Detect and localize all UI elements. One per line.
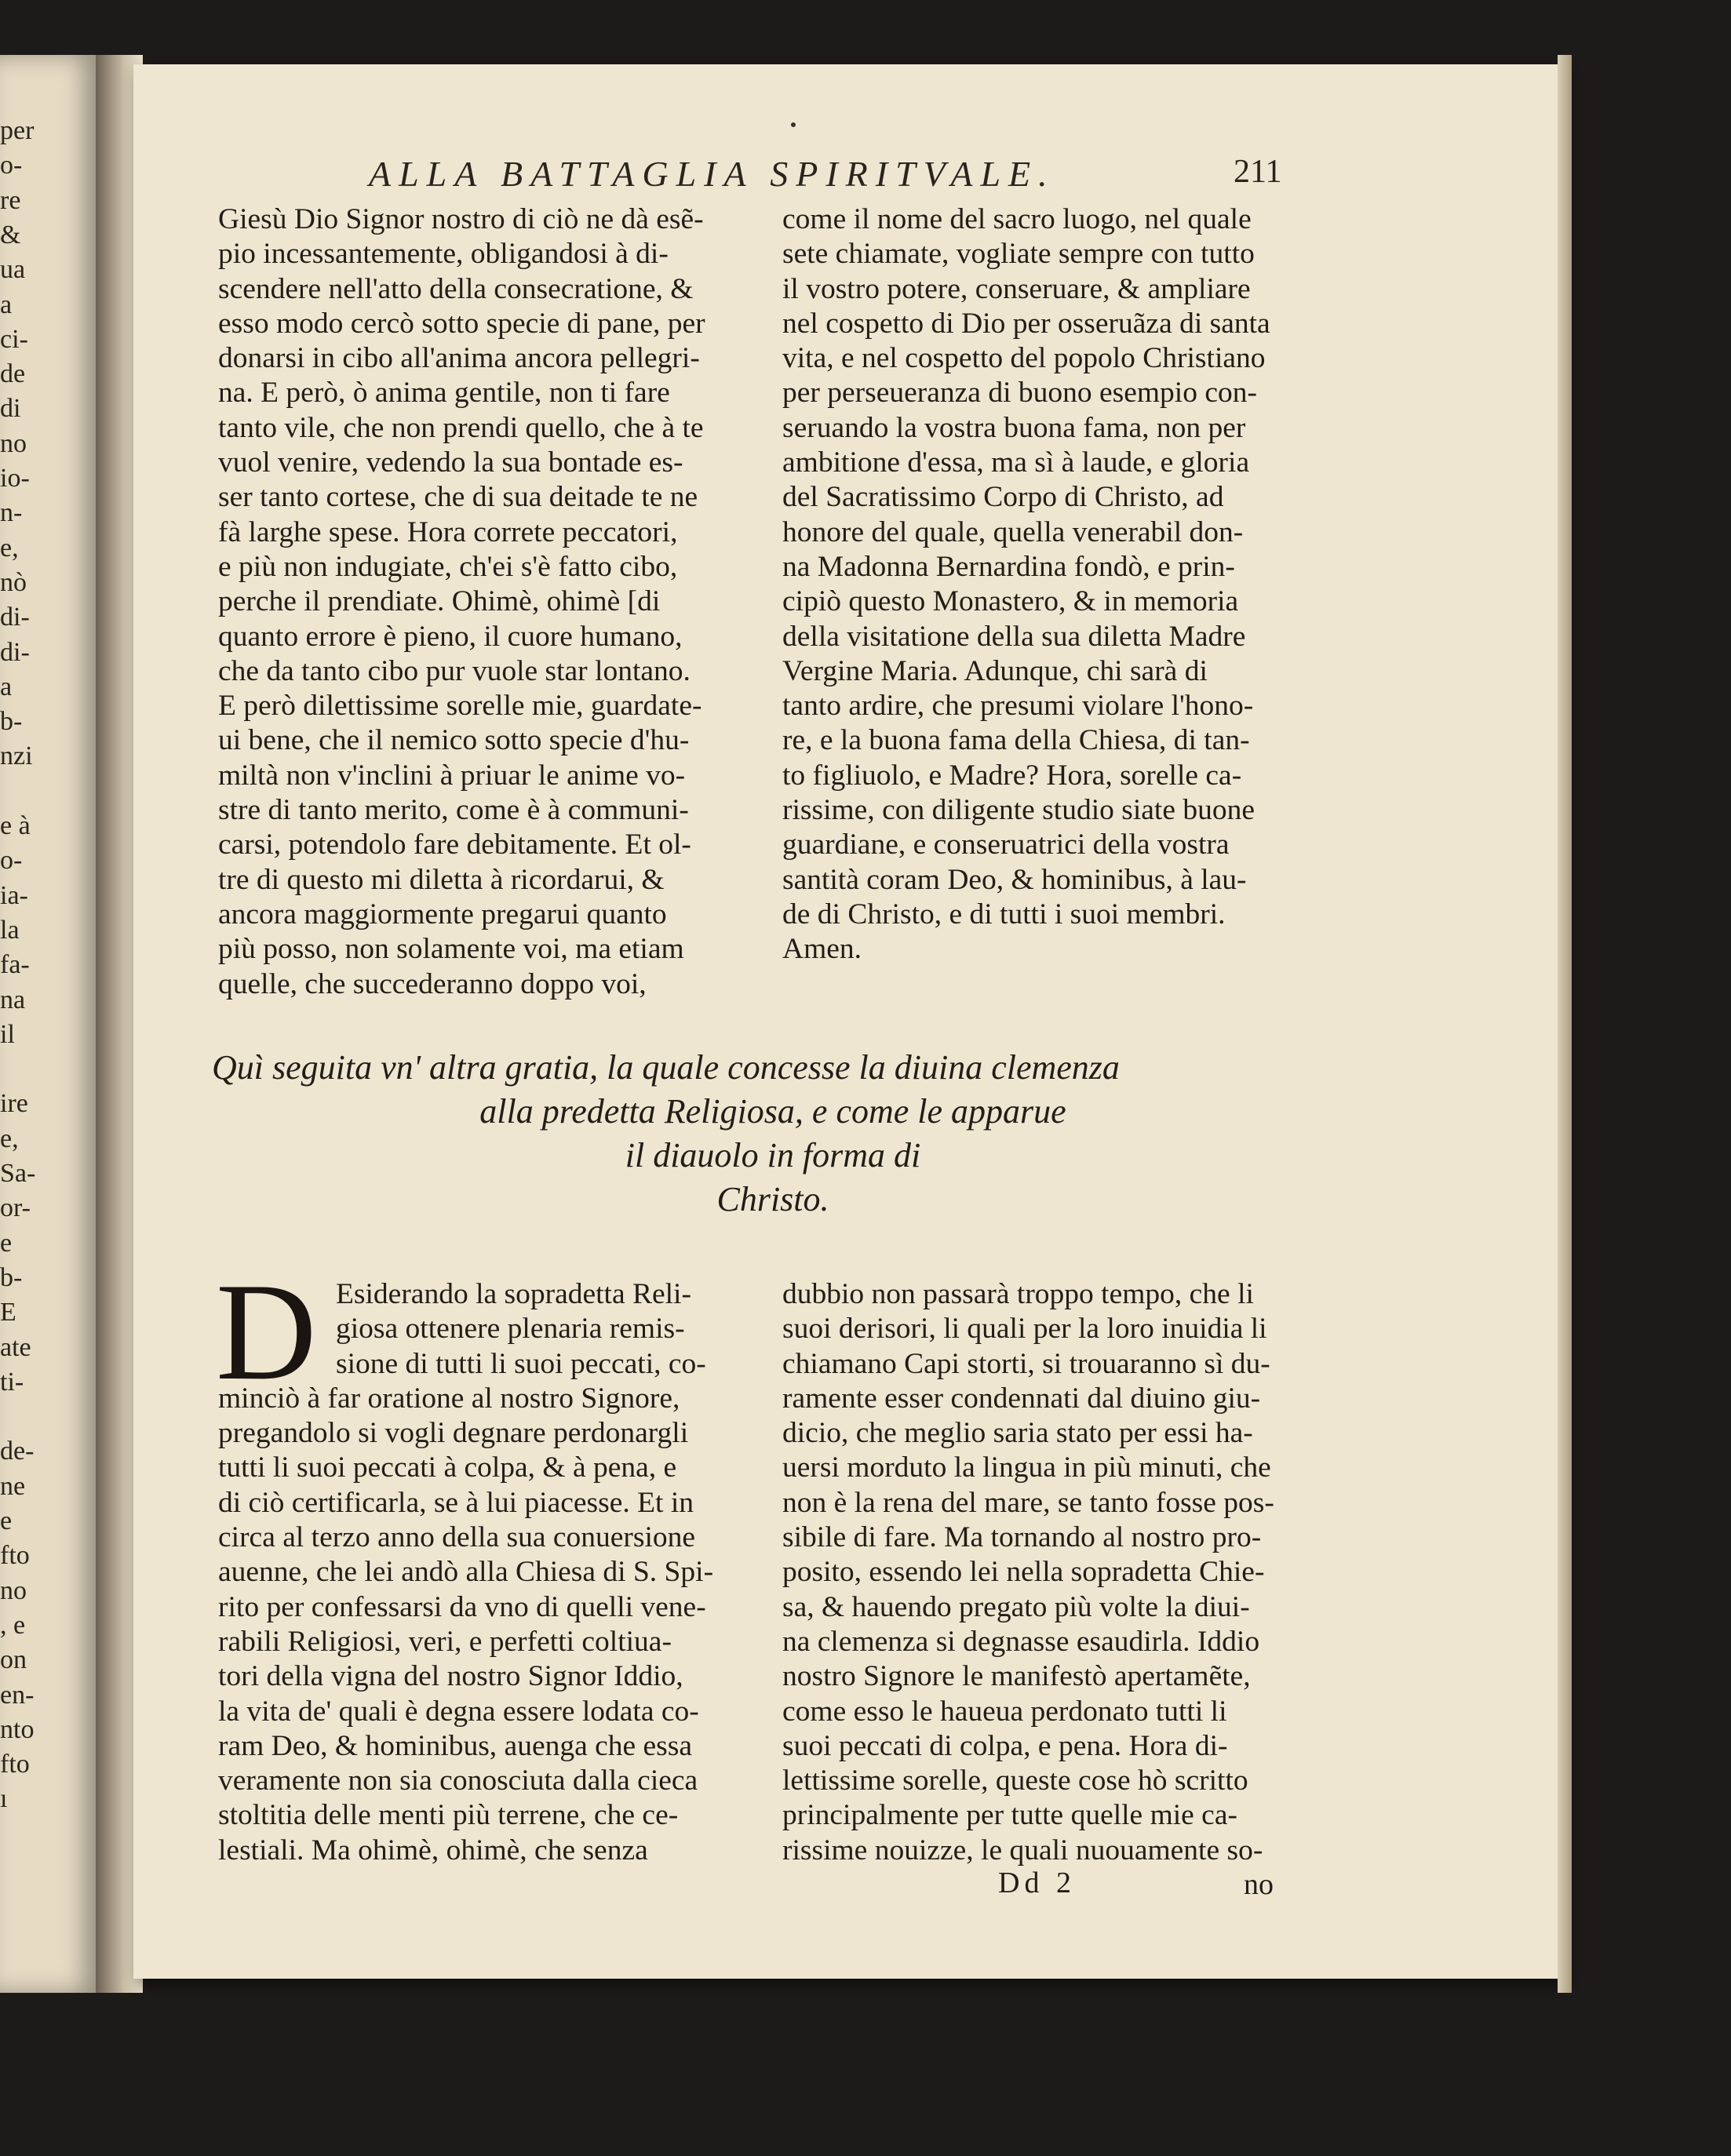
text-line: tutti li suoi peccati à colpa, & à pena, e [218, 1451, 677, 1484]
text-line: che da tanto cibo pur vuole star lontano. [218, 654, 691, 687]
left-page-fragment: no [0, 1575, 27, 1605]
upper-left-column [218, 202, 760, 1002]
left-page-fragment: n- [0, 498, 23, 528]
left-page-fragment: a [0, 290, 13, 319]
text-line: Vergine Maria. Adunque, chi sarà di [782, 654, 1208, 687]
left-page-fragment: ci- [0, 324, 28, 354]
signature-mark: Dd 2 [998, 1866, 1076, 1899]
text-line: chiamano Capi storti, si trouaranno sì du- [782, 1347, 1270, 1380]
text-line: e più non indugiate, ch'ei s'è fatto cibo, [218, 550, 678, 583]
left-page-fragment: ia- [0, 880, 28, 910]
left-page-fragment: & [0, 220, 21, 249]
left-page-fragment: , e [0, 1610, 26, 1640]
text-line: sione di tutti li suoi peccati, co- [336, 1347, 706, 1380]
left-page-fragment: de [0, 359, 26, 389]
left-page-fragment: b- [0, 707, 23, 737]
heading-line: Quì seguita vn' altra gratia, la quale concesse la diuina clemenza [212, 1048, 1120, 1087]
catchword: no [1244, 1868, 1274, 1901]
text-line: di ciò certificarla, se à lui piacesse. Et in [218, 1486, 694, 1519]
upper-right-column [782, 202, 1324, 967]
lower-right-column [782, 1277, 1324, 1868]
text-line: sete chiamate, vogliate sempre con tutto [782, 238, 1255, 271]
text-line: nel cospetto di Dio per osseruãza di santa [782, 307, 1270, 340]
left-page-fragment: E [0, 1298, 16, 1327]
left-page-fragment: nzi [0, 741, 33, 771]
left-page-fragment: Sa- [0, 1159, 36, 1188]
text-line: re, e la buona fama della Chiesa, di tan- [782, 724, 1250, 757]
text-line: miltà non v'inclini à priuar le anime vo- [218, 759, 686, 792]
text-line: circa al terzo anno della sua conuersione [218, 1521, 696, 1554]
text-line: ui bene, che il nemico sotto specie d'hu- [218, 724, 690, 757]
left-page-fragment: di- [0, 637, 30, 667]
left-page-fragment: en- [0, 1680, 35, 1710]
left-page-fragment: ne [0, 1471, 26, 1501]
left-page-edge [0, 55, 98, 1993]
left-page-fragment: b- [0, 1262, 23, 1292]
text-line: auenne, che lei andò alla Chiesa di S. Spi- [218, 1556, 714, 1589]
left-page-fragment: per [0, 116, 35, 145]
text-line: stre di tanto merito, come è à communi- [218, 794, 689, 827]
text-line: carsi, potendolo fare debitamente. Et ol- [218, 829, 691, 861]
text-line: honore del quale, quella venerabil don- [782, 515, 1244, 548]
left-page-fragment: ire [0, 1089, 28, 1119]
text-line: E però dilettissime sorelle mie, guardate- [218, 690, 702, 723]
text-line: na clemenza si degnasse esaudirla. Iddio [782, 1625, 1260, 1658]
drop-cap: D [216, 1254, 317, 1409]
text-line: non è la rena del mare, se tanto fosse pos- [782, 1486, 1274, 1519]
text-line: Amen. [782, 933, 862, 966]
text-line: minciò à far oratione al nostro Signore, [218, 1382, 680, 1415]
left-page-fragment: il [0, 1019, 15, 1049]
text-line: più posso, non solamente voi, ma etiam [218, 933, 684, 966]
left-page-fragment: ua [0, 255, 26, 285]
text-line: suoi peccati di colpa, e pena. Hora di- [782, 1729, 1228, 1762]
left-page-fragment: e, [0, 1124, 19, 1153]
section-heading [212, 1046, 1334, 1222]
text-line: fà larghe spese. Hora correte peccatori, [218, 515, 678, 548]
left-page-fragment: e [0, 1228, 13, 1258]
left-page-fragment: e, [0, 533, 19, 563]
text-line: rissime, con diligente studio siate buone [782, 794, 1255, 827]
text-line: ram Deo, & hominibus, auenga che essa [218, 1729, 692, 1762]
left-page-fragment: fa- [0, 950, 30, 980]
left-page-fragment: o- [0, 846, 23, 876]
left-page-fragment: ti- [0, 1367, 24, 1397]
text-line: donarsi in cibo all'anima ancora pellegri- [218, 342, 700, 375]
text-line: ancora maggiormente pregarui quanto [218, 898, 667, 931]
left-page-fragment: re [0, 185, 21, 215]
text-line: dubbio non passarà troppo tempo, che li [782, 1278, 1254, 1310]
left-page-fragment: e à [0, 811, 31, 840]
text-line: giosa ottenere plenaria remis- [336, 1313, 685, 1346]
text-line: veramente non sia conosciuta dalla cieca [218, 1764, 698, 1797]
text-line: suoi derisori, li quali per la loro inuidia li [782, 1313, 1267, 1346]
left-page-fragment: ate [0, 1332, 31, 1362]
text-line: na. E però, ò anima gentile, non ti fare [218, 377, 670, 410]
left-page-fragment: io- [0, 464, 30, 493]
text-line: sa, & hauendo pregato più volte la diui- [782, 1590, 1250, 1623]
text-line: santità coram Deo, & hominibus, à lau- [782, 863, 1247, 896]
text-line: vuol venire, vedendo la sua bontade es- [218, 446, 683, 479]
text-line: come il nome del sacro luogo, nel quale [782, 203, 1252, 235]
text-line: perche il prendiate. Ohimè, ohimè [di [218, 585, 661, 618]
text-line: sibile di fare. Ma tornando al nostro pro- [782, 1521, 1262, 1554]
text-line: tre di questo mi diletta à ricordarui, & [218, 863, 665, 896]
left-page-fragment: de- [0, 1437, 35, 1466]
text-line: tanto ardire, che presumi violare l'hono- [782, 690, 1254, 723]
text-line: rabili Religiosi, veri, e perfetti coltiua- [218, 1625, 672, 1658]
left-page-fragment: nto [0, 1714, 35, 1744]
text-line: quanto errore è pieno, il cuore humano, [218, 620, 683, 653]
text-line: tori della vigna del nostro Signor Iddio, [218, 1660, 683, 1693]
page-edge [1558, 55, 1572, 1993]
text-line: per perseueranza di buono esempio con- [782, 377, 1257, 410]
text-line: tanto vile, che non prendi quello, che à te [218, 411, 704, 444]
left-page-fragment: fto [0, 1750, 30, 1779]
heading-line: il diauolo in forma di [625, 1136, 921, 1175]
left-page-fragment: fto [0, 1541, 30, 1571]
left-page-fragment: nò [0, 567, 27, 597]
text-line: lestiali. Ma ohimè, ohimè, che senza [218, 1834, 648, 1866]
left-page-fragment: e [0, 1506, 13, 1535]
text-line: ambitione d'essa, ma sì à laude, e gloria [782, 446, 1250, 479]
text-line: de di Christo, e di tutti i suoi membri. [782, 898, 1226, 931]
text-line: Giesù Dio Signor nostro di ciò ne dà esẽ- [218, 203, 704, 235]
page-mark-dot [791, 122, 796, 127]
left-page-fragment: di [0, 394, 21, 424]
heading-line: alla predetta Religiosa, e come le apparue [479, 1092, 1066, 1131]
left-page-fragment: no [0, 428, 27, 458]
text-line: come esso le haueua perdonato tutti li [782, 1695, 1227, 1728]
text-line: principalmente per tutte quelle mie ca- [782, 1799, 1237, 1832]
text-line: guardiane, e conseruatrici della vostra [782, 829, 1230, 861]
text-line: lettissime sorelle, queste cose hò scritto [782, 1764, 1248, 1797]
text-line: scendere nell'atto della consecratione, & [218, 272, 694, 305]
text-line: ramente esser condennati dal diuino giu- [782, 1382, 1261, 1415]
text-line: del Sacratissimo Corpo di Christo, ad [782, 481, 1224, 514]
text-line: to figliuolo, e Madre? Hora, sorelle ca- [782, 759, 1242, 792]
text-line: esso modo cercò sotto specie di pane, per [218, 307, 705, 340]
text-line: della visitatione della sua diletta Madre [782, 620, 1246, 653]
text-line: pregandolo si vogli degnare perdonargli [218, 1417, 689, 1450]
lower-left-column [218, 1277, 760, 1868]
left-page-fragment: di- [0, 603, 30, 632]
running-head: ALLA BATTAGLIA SPIRITVALE. [369, 154, 1055, 194]
page-number: 211 [1234, 154, 1282, 190]
text-line: pio incessantemente, obligandosi à di- [218, 238, 669, 271]
text-line: na Madonna Bernardina fondò, e prin- [782, 550, 1235, 583]
text-line: la vita de' quali è degna essere lodata co- [218, 1695, 699, 1728]
text-line: ser tanto cortese, che di sua deitade te ne [218, 481, 698, 514]
heading-line: Christo. [716, 1180, 829, 1218]
text-line: vita, e nel cospetto del popolo Christiano [782, 342, 1266, 375]
text-line: posito, essendo lei nella sopradetta Chie- [782, 1556, 1265, 1589]
text-line: uersi morduto la lingua in più minuti, che [782, 1451, 1271, 1484]
left-page-fragment: or- [0, 1193, 31, 1223]
text-line: seruando la vostra buona fama, non per [782, 411, 1246, 444]
text-line: nostro Signore le manifestò apertamẽte, [782, 1660, 1251, 1693]
left-page-fragment: a [0, 672, 13, 701]
text-line: il vostro potere, conseruare, & ampliare [782, 272, 1251, 305]
left-page-fragment: o- [0, 151, 23, 180]
left-page-fragment: on [0, 1645, 27, 1675]
text-line: stoltitia delle menti più terrene, che ce- [218, 1799, 679, 1832]
left-page-fragment: na [0, 985, 26, 1014]
text-line: quelle, che succederanno doppo voi, [218, 967, 647, 1000]
text-line: Esiderando la sopradetta Reli- [336, 1278, 691, 1310]
text-line: rissime nouizze, le quali nuouamente so- [782, 1834, 1263, 1866]
text-line: dicio, che meglio saria stato per essi ha- [782, 1417, 1253, 1450]
left-page-fragment: ı [0, 1784, 8, 1814]
text-line: cipiò questo Monastero, & in memoria [782, 585, 1239, 618]
text-line: rito per confessarsi da vno di quelli vene- [218, 1590, 706, 1623]
left-page-fragment: la [0, 915, 20, 945]
